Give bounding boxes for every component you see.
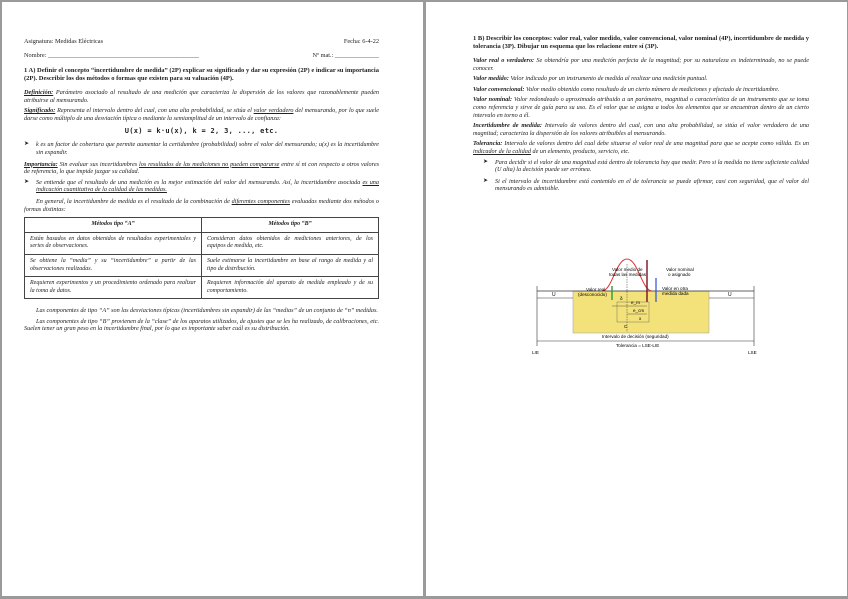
- mat-field[interactable]: Nº mat.: ______________: [312, 52, 379, 59]
- value-conventional-text: Valor medio obtenido como resultado de un cierto número de mediciones y afectado de incertidumbre.: [524, 85, 780, 93]
- decision-interval-label: Intervalo de decisión (seguridad): [602, 334, 669, 339]
- ecm-label: e_cm: [633, 308, 645, 313]
- bullet-coverage-text: k es un factor de cobertura que permite aumentar la certidumbre (probabilidad) sobre el valor del mensurando; u(x) es la incertidumbre sin expandir.: [36, 141, 379, 156]
- general-text-2: evaluadas mediante dos métodos o formas distintas:: [24, 197, 379, 213]
- real-value-label: Valor real: [586, 287, 606, 292]
- bullet-quality-text: [36, 179, 379, 194]
- tolerance-diagram: [426, 2, 847, 596]
- tolerance-label-diagram: Tolerancia = LSE-LIE: [616, 343, 660, 348]
- u-right-label: U: [728, 292, 732, 298]
- general-text-1: En general, la incertidumbre de medida es el resultado de la combinación de: [36, 197, 232, 205]
- components-b-paragraph: Las componentes de tipo “B” provienen de la “clase” de los aparatos utilizados, de ajustes que se les ha realizado, de calibraciones, etc. Suelen tener un gran peso en la incertidumbre final, por lo que es importante saber cuál es su distribución.: [24, 317, 379, 333]
- em-label: e_m: [631, 300, 640, 305]
- importance-paragraph: [24, 161, 379, 176]
- table-cell: Consideran datos obtenidos de mediciones anteriores, de los equipos de medida, etc.: [202, 232, 379, 254]
- bullet-admissible-text: Si el intervalo de incertidumbre está contenido en el de tolerancia se puede afirmar, casi con seguridad, que el valor del mensurando es admisible.: [495, 177, 809, 193]
- mean-value-label-2: todas las medidas: [609, 272, 647, 277]
- tolerance-underlined: indicador de la calidad: [473, 147, 531, 155]
- general-underlined: diferentes componentes: [231, 197, 290, 205]
- significance-label: Significado:: [24, 107, 56, 115]
- c-label: C: [624, 324, 628, 329]
- value-real-label: Valor real o verdadero:: [473, 57, 535, 64]
- table-header-row: [25, 218, 379, 233]
- value-real-text: Se obtendría por una medición perfecta de la magnitud; por su naturaleza es indeterminado, no se puede conocer.: [473, 57, 809, 72]
- real-value-label-2: (desconocido): [578, 292, 607, 297]
- uncertainty-text: Intervalo de valores dentro del cual, con una alta probabilidad, se sitúa el valor verdadero de una magnitud; caracteriza la dispersión de los valores atribuibles al mensurando.: [473, 122, 810, 137]
- significance-text-1: Representa el intervalo dentro del cual, con una alta probabilidad, se sitúa el: [55, 107, 254, 115]
- importance-text-1: Sin evaluar sus incertidumbres: [57, 160, 139, 168]
- table-row: [25, 232, 379, 254]
- bullet-quality-underlined: es una indicación cuantitativa de la calidad de las medidas.: [36, 178, 379, 194]
- value-nominal-text: Valor redondeado o aproximado atribuido a un parámetro, magnitud o característica de un instrumento que se toma como referencia y sirve de guía para su uso. Es el valor que se asigna a todos los elementos que se encuentran dentro de un cierto intervalo en torno a él.: [473, 96, 810, 119]
- definition-label: Definición:: [24, 89, 54, 96]
- question-1b: 1 B) Describir los conceptos: valor real, valor medido, valor convencional, valor nominal (4P), incertidumbre de medida y tolerancia (3P). Dibujar un esquema que los relacione entre sí (3P).: [473, 35, 809, 50]
- question-1a: 1 A) Definir el concepto “incertidumbre de medida” (2P) explicar su significado y dar su expresión (2P) e indicar su importancia (2P). Describir los dos métodos o formas que existen para su valuación (4P).: [24, 67, 379, 82]
- definition-paragraph: [24, 89, 379, 104]
- importance-text-2: entre sí ni con respecto a otros valores de referencia, lo que impide juzgar su calidad.: [24, 160, 379, 176]
- bullet-decide-text: Para decidir si el valor de una magnitud está dentro de tolerancia hay que medir. Pero si la medida no tiene suficiente calidad (U alta) la decisión puede ser errónea.: [495, 158, 809, 174]
- tolerance-text-1: Intervalo de valores dentro del cual debe situarse el valor real de una magnitud para que se acepte como válida. Es un: [502, 140, 809, 148]
- table-cell: Requieren experimentos y un procedimiento ordenado para realizar la toma de datos.: [25, 277, 202, 299]
- methods-table: [24, 217, 379, 299]
- arrow-bullet-icon: ➤: [483, 177, 489, 184]
- bullet-quality: [24, 179, 379, 194]
- value-measured-text: Valor indicado por un instrumento de medida al realizar una medición puntual.: [508, 75, 708, 83]
- nominal-value-label: Valor nominal: [666, 267, 694, 272]
- u-left-label: U: [552, 292, 556, 298]
- right-page: [426, 2, 847, 596]
- table-cell: Se obtiene la “media” y su “incertidumbre” a partir de las observaciones realizadas.: [25, 254, 202, 276]
- tolerance-text-2: de un elemento, producto, servicio, etc.: [530, 147, 630, 155]
- mean-value-label: Valor medio de: [612, 267, 643, 272]
- delta-label: δ: [620, 296, 623, 301]
- left-header: [24, 38, 379, 46]
- lie-label: LIE: [532, 350, 539, 355]
- table-header-b: Métodos tipo “B”: [202, 218, 379, 233]
- table-cell: Suele estimarse la incertidumbre en base al rango de medida y al tipo de distribución.: [202, 254, 379, 276]
- value-conventional-label: Valor convencional:: [473, 85, 525, 93]
- table-cell: Están basados en datos obtenidos de resultados experimentales y series de observaciones.: [25, 232, 202, 254]
- arrow-bullet-icon: ➤: [24, 141, 30, 148]
- subject-label: Asignatura: Medidas Eléctricas: [24, 38, 104, 45]
- arrow-bullet-icon: ➤: [24, 178, 30, 185]
- components-a-paragraph: Las componentes de tipo “A” son las desviaciones típicas (incertidumbres sin expandir) de las “medias” de un conjunto de “n” medidas.: [36, 307, 378, 315]
- name-line: [24, 52, 379, 60]
- tolerance-label: Tolerancia:: [473, 140, 503, 148]
- definition-text: Parámetro asociado al resultado de una medición que caracteriza la dispersión de los valores que razonablemente pueden atribuirse al mensurando.: [24, 89, 379, 104]
- table-cell: Requieren información del aparato de medida empleado y de su comportamiento.: [202, 277, 379, 299]
- significance-text-2: del mensurando, por lo que suele darse como múltiplo de una desviación típica o mediante la semiamplitud de un intervalo de confianza:: [24, 107, 379, 122]
- bullet-quality-text-1: Se entiende que el resultado de una medición es la mejor estimación del valor del mensurando. Así, la incertidumbre asociada: [36, 178, 363, 186]
- importance-underlined: los resultados de las mediciones no pueden compararse: [139, 160, 280, 168]
- value-nominal-label: Valor nominal:: [473, 96, 513, 104]
- table-header-a: Métodos tipo “A”: [25, 218, 202, 233]
- uncertainty-formula: U(x) = k·u(x), k = 2, 3, ..., etc.: [124, 127, 279, 136]
- general-paragraph: [24, 198, 379, 213]
- lse-label: LSE: [748, 350, 757, 355]
- importance-label: Importancia:: [24, 160, 58, 168]
- uncertainty-label: Incertidumbre de medida:: [473, 122, 542, 130]
- table-row: [25, 277, 379, 299]
- x-label: x: [639, 316, 642, 321]
- other-measure-label: Valor en otra: [662, 286, 688, 291]
- nominal-value-label-2: o asignado: [668, 272, 691, 277]
- left-page: [2, 2, 423, 596]
- name-field[interactable]: Nombre: ________________________________________________: [24, 52, 200, 59]
- value-measured-label: Valor medido:: [473, 75, 509, 83]
- arrow-bullet-icon: ➤: [483, 158, 489, 165]
- table-row: [25, 254, 379, 276]
- significance-underlined: valor verdadero: [253, 107, 294, 115]
- other-measure-label-2: medida dada: [662, 291, 689, 296]
- bullet-coverage: [24, 141, 379, 156]
- significance-paragraph: [24, 107, 379, 122]
- date-label: Fecha: 6-4-22: [343, 38, 379, 45]
